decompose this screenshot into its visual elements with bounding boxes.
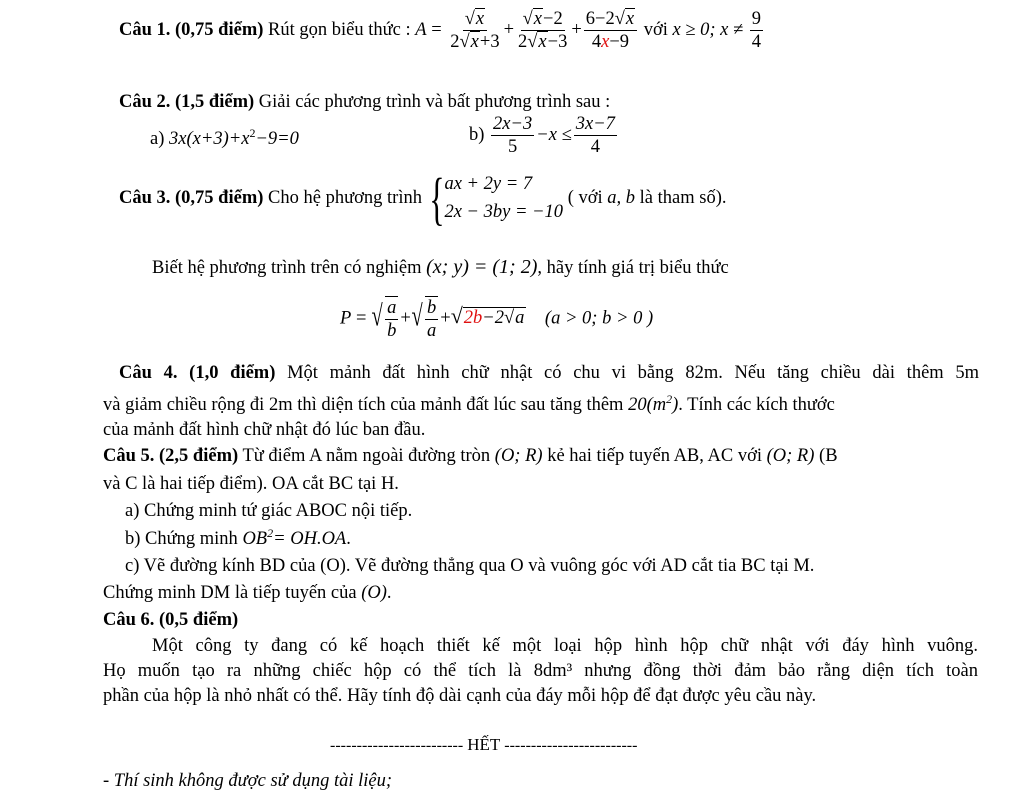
question-2-text: Giải các phương trình và bất phương trình sau : <box>258 92 611 112</box>
question-4-line-1: Câu 4. (1,0 điểm) Một mảnh đất hình chữ nhật có chu vi bằng 82m. Nếu tăng chiều dài thêm 5m <box>119 363 980 383</box>
question-5-line-2: và C là hai tiếp điểm). OA cắt BC tại H. <box>103 474 399 494</box>
end-marker: ------------------------- HẾT ------------------------- <box>330 735 638 754</box>
equation-2: 2x − 3by = −10 <box>444 202 564 222</box>
question-5-line-1: Câu 5. (2,5 điểm) Từ điểm A nằm ngoài đường tròn (O; R) kẻ hai tiếp tuyến AB, AC với (O; R) (B <box>103 446 838 466</box>
question-3-label: Câu 3. (0,75 điểm) <box>119 188 264 209</box>
question-6-line-2: Họ muốn tạo ra những chiếc hộp có thể tích là 8dm³ nhưng đồng thời đảm bảo rằng diện tích toàn <box>103 661 978 681</box>
question-6-label: Câu 6. (0,5 điểm) <box>103 610 239 630</box>
question-4-label: Câu 4. (1,0 điểm) <box>119 363 276 383</box>
fraction-3: $\frac{6-2√x}{4x-9}$ <box>584 8 637 53</box>
condition-fraction: $\frac{9}{4}$ <box>751 9 762 53</box>
question-3: Câu 3. (0,75 điểm) Cho hệ phương trình { ax + 2y = 7 2x − 3by = −10 ( với a, b là tham số). <box>119 166 727 231</box>
question-5b: b) Chứng minh $OB^2= OH.OA$. <box>125 526 351 550</box>
question-5c-line-2: Chứng minh DM là tiếp tuyến của (O). <box>103 583 392 603</box>
question-3-expression: P = √ $\frac{a}{b}$ +√ $\frac{b}{a}$ +√2b−2√a (a > 0; b > 0 ) <box>340 298 654 342</box>
question-4-line-2: và giảm chiều rộng đi 2m thì diện tích của mảnh đất lúc sau tăng thêm $20(m^2)$. Tính các kích thước <box>103 392 835 416</box>
question-5a: a) Chứng minh tứ giác ABOC nội tiếp. <box>125 501 413 521</box>
question-2 <box>119 92 610 113</box>
question-3-given: Biết hệ phương trình trên có nghiệm (x; y) = (1; 2), hãy tính giá trị biểu thức <box>152 256 729 278</box>
question-2a: a) $3x(x+3)+x^2-9=0$ <box>150 126 299 150</box>
question-1-text: Rút gọn biểu thức : <box>268 19 411 40</box>
question-5c-line-1: c) Vẽ đường kính BD của (O). Vẽ đường thẳng qua O và vuông góc với AD cắt tia BC tại M. <box>125 556 815 576</box>
question-2b: b) $\frac{2x-3}{5}$ −x ≤ $\frac{3x-7}{4}$ <box>469 114 615 158</box>
with-word: với <box>643 19 668 40</box>
expr-var-a: A <box>415 19 427 40</box>
question-1: Câu 1. (0,75 điểm) Rút gọn biểu thức : A = $\frac{√x}{2√x+3}$ + $\frac{√x-2}{2√x-3}$ + $\frac{6-2√x}{4x-9}$ với x ≥ 0; x ≠ $\frac{9}{4}$ <box>119 9 762 53</box>
equation-system <box>444 171 563 227</box>
footnote: - Thí sinh không được sử dụng tài liệu; <box>103 771 393 791</box>
fraction-2: $\frac{√x-2}{2√x-3}$ <box>518 9 568 53</box>
question-2-label: Câu 2. (1,5 điểm) <box>119 92 255 112</box>
equation-1: ax + 2y = 7 <box>444 174 533 195</box>
question-1-label: Câu 1. (0,75 điểm) <box>119 19 264 40</box>
condition: x ≥ 0; x ≠ <box>672 19 744 40</box>
question-4-line-3: của mảnh đất hình chữ nhật đó lúc ban đầu. <box>103 420 426 440</box>
question-3-text: Cho hệ phương trình <box>268 188 422 209</box>
fraction-1: $\frac{√x}{2√x+3}$ <box>450 9 500 53</box>
question-6-line-1: Một công ty đang có kế hoạch thiết kế một loại hộp hình hộp chữ nhật với đáy hình vuông. <box>152 636 978 656</box>
question-5-label: Câu 5. (2,5 điểm) <box>103 446 239 466</box>
question-6-line-3: phần của hộp là nhỏ nhất có thể. Hãy tính độ dài cạnh của đáy mỗi hộp để đạt được yêu cầu này. <box>103 686 817 706</box>
